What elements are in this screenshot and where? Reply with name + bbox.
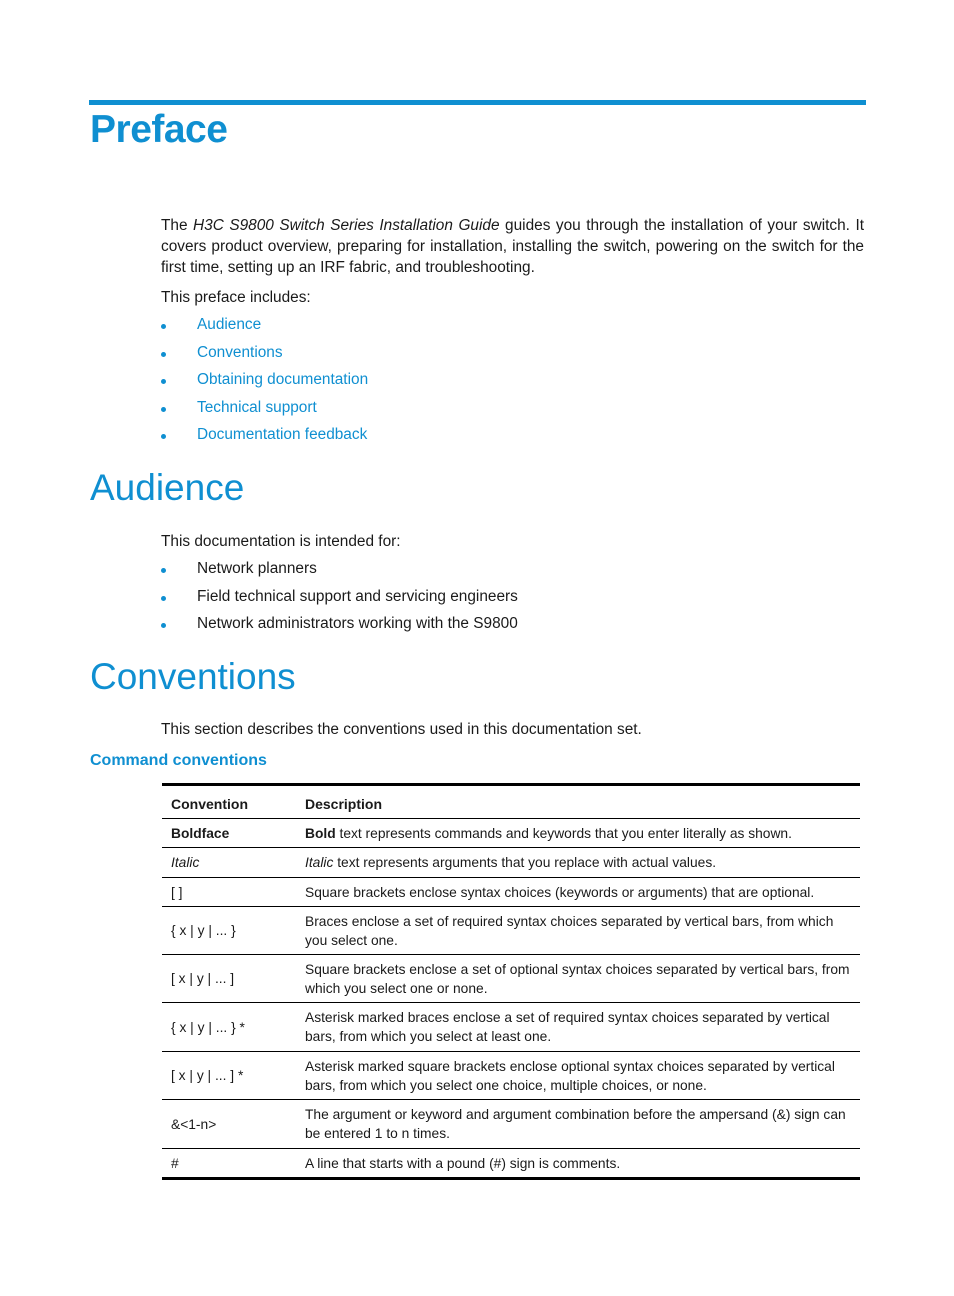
bullet-icon: [161, 352, 166, 357]
convention-cell: [ ]: [171, 884, 183, 900]
link-audience[interactable]: Audience: [197, 316, 262, 333]
description-text: text represents commands and keywords that you enter literally as shown.: [335, 825, 792, 841]
convention-cell: [ x | y | ... ]: [171, 971, 235, 986]
bullet-icon: [161, 324, 166, 329]
conventions-heading: Conventions: [90, 656, 296, 697]
heading-rule: [89, 100, 866, 105]
table-row: [162, 1100, 860, 1149]
description-cell: Asterisk marked square brackets enclose optional syntax choices separated by vertical bars, from which you select one choice, multiple choices, or none.: [305, 1058, 835, 1093]
bullet-icon: [161, 568, 166, 573]
bullet-icon: [161, 596, 166, 601]
description-text: text represents arguments that you replace with actual values.: [333, 855, 717, 870]
description-lead: Italic: [305, 855, 334, 870]
intro-prefix: The: [161, 217, 194, 234]
page-title: Preface: [90, 108, 228, 151]
includes-label: This preface includes:: [161, 289, 311, 306]
convention-cell: Boldface: [171, 825, 230, 841]
description-cell: Braces enclose a set of required syntax choices separated by vertical bars, from which you select one.: [305, 913, 834, 948]
link-technical-support[interactable]: Technical support: [197, 398, 317, 416]
table-row: [162, 955, 860, 1003]
convention-cell: Italic: [171, 855, 200, 870]
bullet-icon: [161, 379, 166, 384]
intro-suffix: guides you through the installation of your switch. It covers product overview, preparing for installation, installing the switch, powering on the switch for the first time, setting up an IRF fabric, and troubleshooting.: [161, 217, 864, 276]
audience-item: Network planners: [197, 560, 317, 577]
command-conventions-table: [162, 783, 860, 1180]
conventions-intro: This section describes the conventions used in this documentation set.: [161, 721, 642, 738]
convention-cell: &<1-n>: [171, 1116, 217, 1132]
audience-item: Field technical support and servicing engineers: [197, 587, 518, 605]
link-obtaining-documentation[interactable]: Obtaining documentation: [197, 371, 369, 388]
convention-cell: #: [171, 1155, 179, 1171]
convention-cell: { x | y | ... } *: [171, 1019, 245, 1035]
preface-intro: [161, 215, 864, 278]
bullet-icon: [161, 623, 166, 628]
bullet-icon: [161, 407, 166, 412]
audience-item: Network administrators working with the S9800: [197, 615, 518, 632]
table-header-row: [162, 785, 860, 819]
description-cell: Asterisk marked braces enclose a set of required syntax choices separated by vertical bars, from which you select at least one.: [305, 1010, 830, 1044]
bullet-icon: [161, 434, 166, 439]
link-documentation-feedback[interactable]: Documentation feedback: [197, 426, 368, 443]
column-header-description: Description: [305, 795, 383, 812]
description-cell: [296, 848, 860, 878]
description-cell: [296, 819, 860, 848]
audience-intro: This documentation is intended for:: [161, 533, 401, 550]
guide-title: H3C S9800 Switch Series Installation Guide: [193, 217, 500, 234]
description-cell: Square brackets enclose a set of optional syntax choices separated by vertical bars, from which you select one or none.: [305, 961, 850, 996]
command-conventions-heading: Command conventions: [90, 752, 267, 769]
description-cell: The argument or keyword and argument combination before the ampersand (&) sign can be entered 1 to n times.: [305, 1107, 846, 1141]
convention-cell: [ x | y | ... ] *: [171, 1068, 244, 1083]
table-row: [162, 1052, 860, 1100]
table-row: [162, 907, 860, 955]
audience-heading: Audience: [90, 467, 245, 508]
table-row: [162, 1003, 860, 1052]
table-row: [162, 1149, 860, 1179]
convention-cell: { x | y | ... }: [171, 923, 236, 938]
link-conventions[interactable]: Conventions: [197, 343, 283, 361]
table-row: [162, 878, 860, 907]
description-cell: A line that starts with a pound (#) sign is comments.: [305, 1155, 621, 1171]
description-lead: Bold: [305, 825, 336, 841]
column-header-convention: Convention: [171, 795, 248, 812]
description-cell: Square brackets enclose syntax choices (keywords or arguments) that are optional.: [305, 884, 815, 900]
table-row: [162, 848, 860, 878]
table-row: [162, 819, 860, 848]
